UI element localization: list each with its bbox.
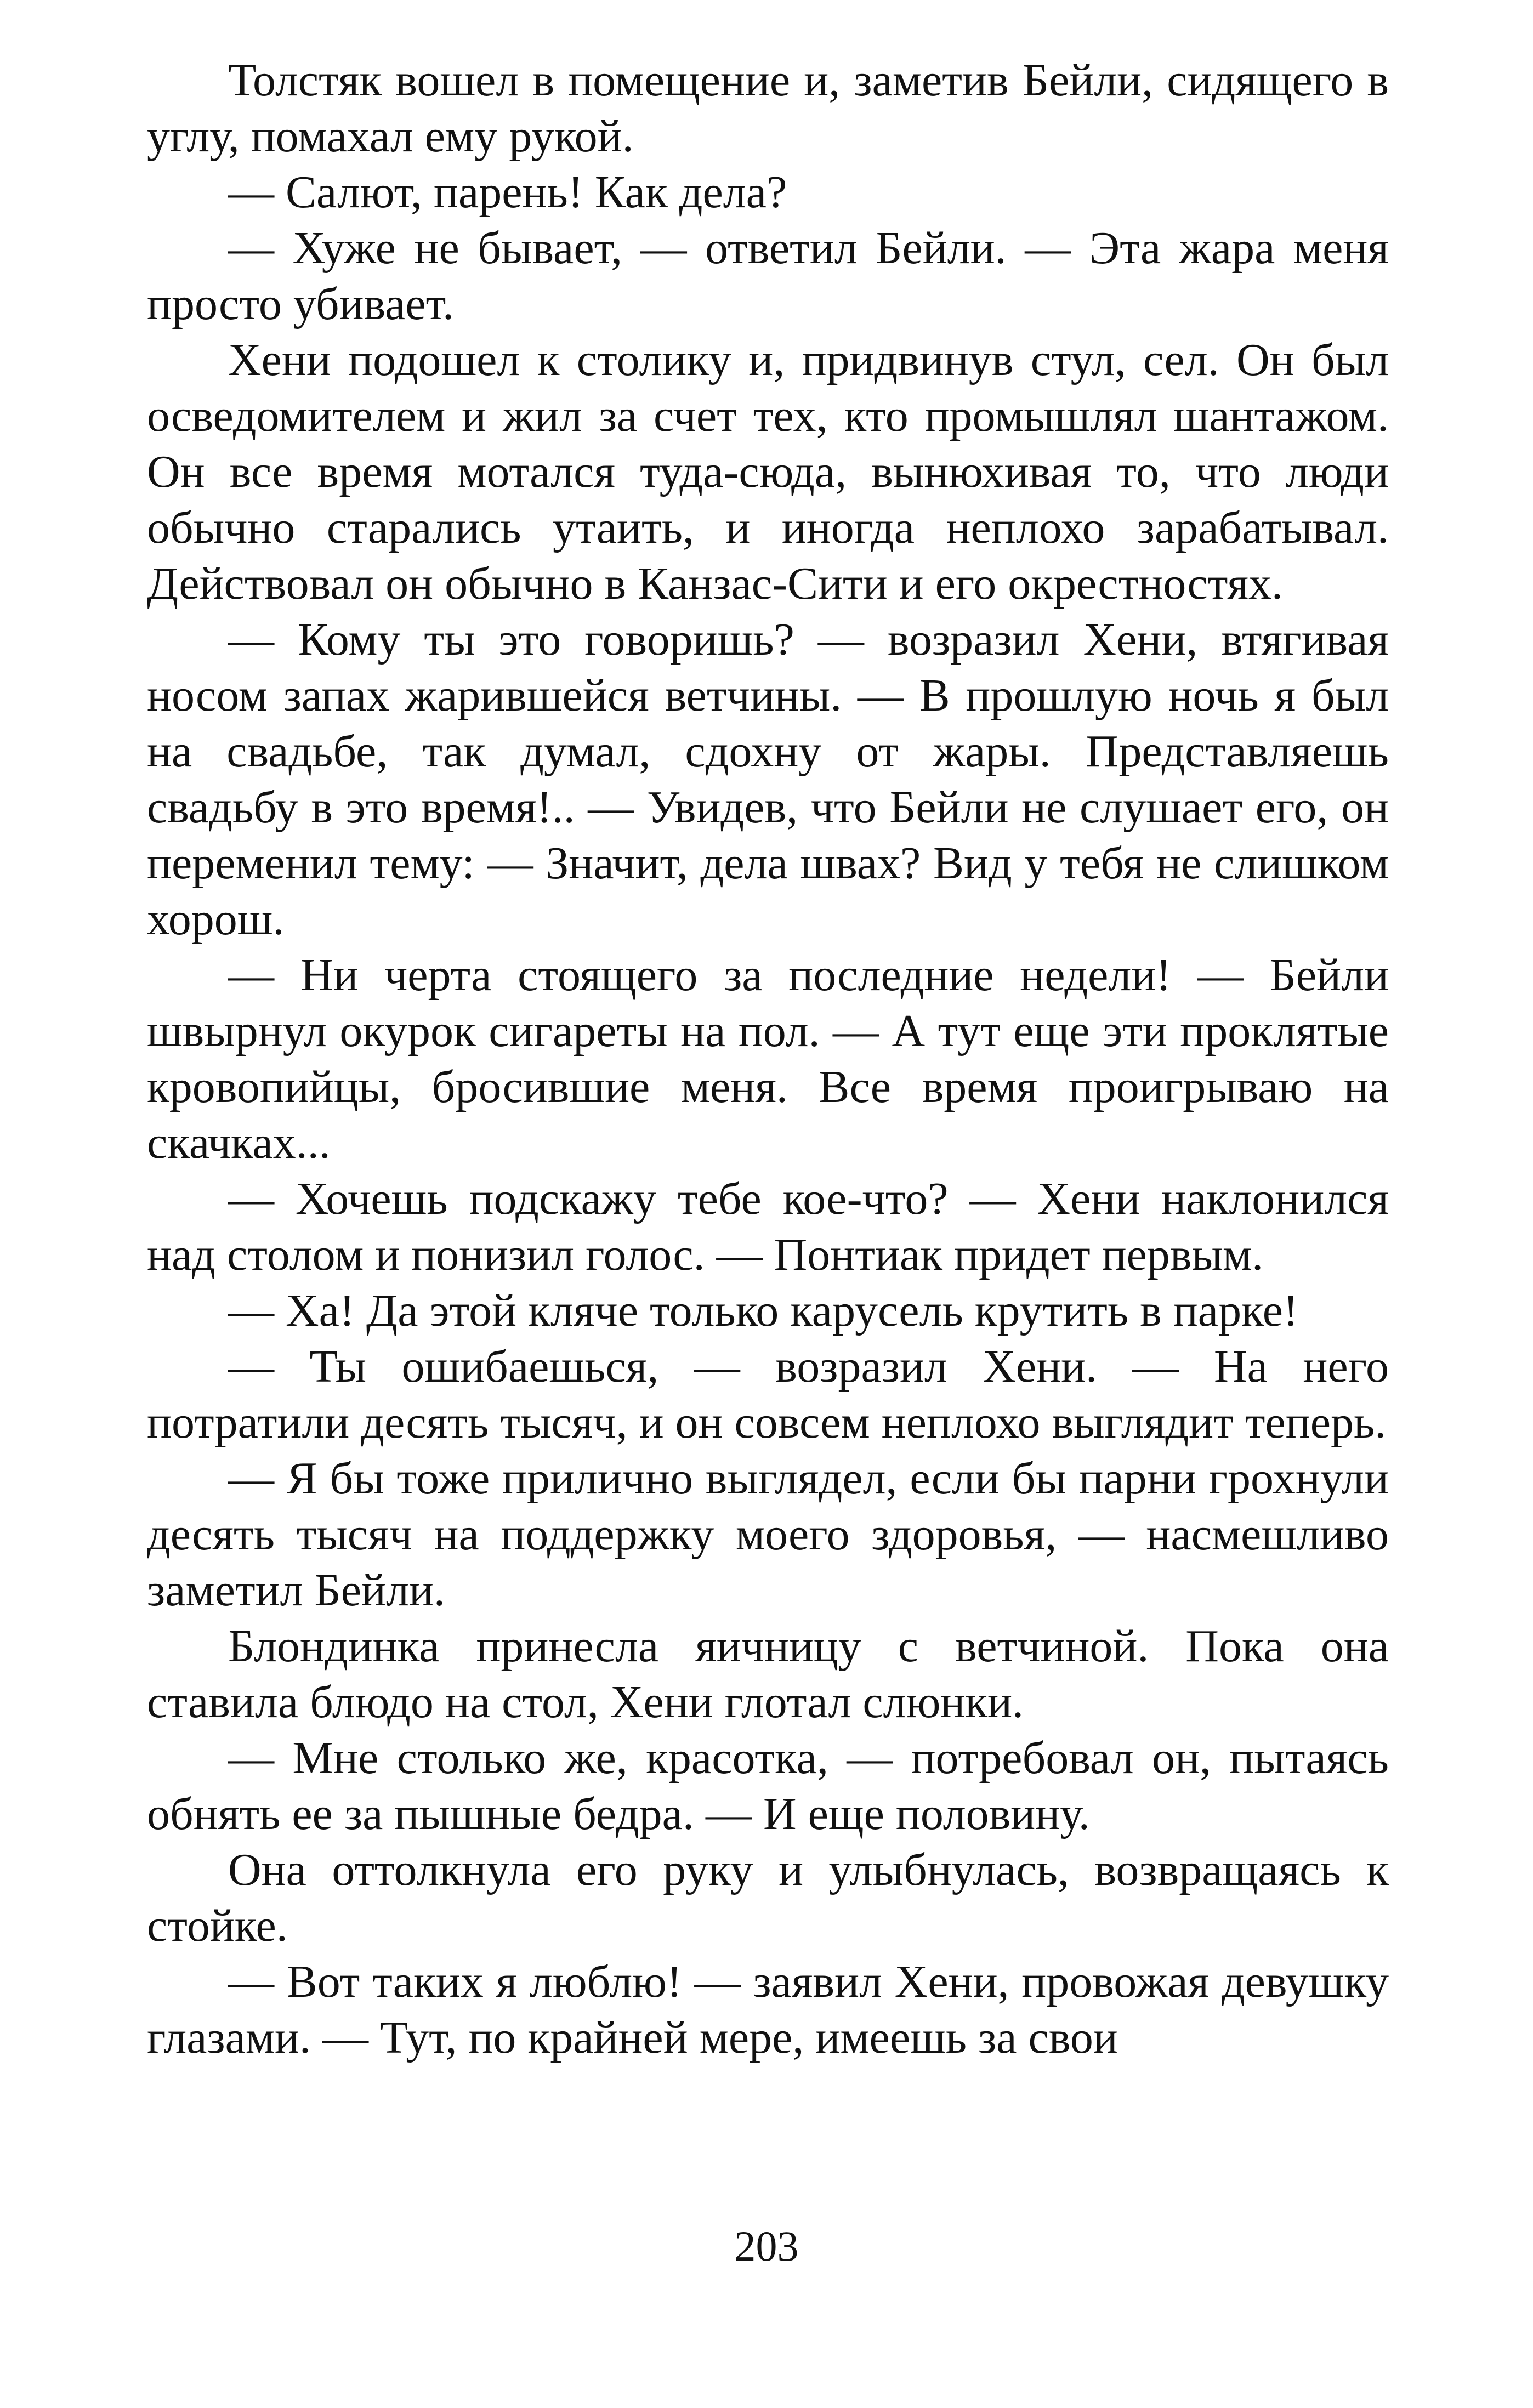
paragraph: — Мне столько же, красотка, — потребовал он, пытаясь обнять ее за пышные бедра. — И еще половину. [147,1733,1389,1839]
paragraph: — Вот таких я люблю! — заявил Хени, провожая девушку глазами. — Тут, по крайней мере, имеешь за свои [147,1956,1389,2063]
paragraph: — Кому ты это говоришь? — возразил Хени, втягивая носом запах жарившейся ветчины. — В прошлую ночь я был на свадьбе, так думал, сдохну от жары. Представляешь свадьбу в это время!.. — Увидев, что Бейли не слушает его, он переменил тему: — Значит, дела швах? Вид у тебя не слишком хорош. [147,614,1389,945]
paragraph: Блондинка принесла яичницу с ветчиной. Пока она ставила блюдо на стол, Хени глотал слюнки. [147,1621,1389,1728]
paragraph: — Ха! Да этой кляче только карусель крутить в парке! [228,1285,1299,1336]
paragraph: Она оттолкнула его руку и улыбнулась, возвращаясь к стойке. [147,1844,1389,1951]
paragraph: — Салют, парень! Как дела? [228,167,787,218]
paragraph: — Хочешь подскажу тебе кое-что? — Хени наклонился над столом и понизил голос. — Понтиак придет первым. [147,1173,1389,1280]
body-text [147,53,1389,2066]
paragraph: Толстяк вошел в помещение и, заметив Бейли, сидящего в углу, помахал ему рукой. [147,55,1389,162]
paragraph: — Ни черта стоящего за последние недели! — Бейли швырнул окурок сигареты на пол. — А тут еще эти проклятые кровопийцы, бросившие меня. Все время проигрываю на скачках... [147,950,1389,1168]
paragraph: Хени подошел к столику и, придвинув стул, сел. Он был осведомителем и жил за счет тех, кто промышлял шантажом. Он все время мотался туда-сюда, вынюхивая то, что люди обычно старались утаить, и иногда неплохо зарабатывал. Действовал он обычно в Канзас-Сити и его окрестностях. [147,334,1389,609]
paragraph: — Ты ошибаешься, — возразил Хени. — На него потратили десять тысяч, и он совсем неплохо выглядит теперь. [147,1341,1389,1448]
paragraph: — Хуже не бывает, — ответил Бейли. — Эта жара меня просто убивает. [147,223,1389,330]
paragraph: — Я бы тоже прилично выглядел, если бы парни грохнули десять тысяч на поддержку моего здоровья, — насмешливо заметил Бейли. [147,1453,1389,1616]
page-number: 203 [734,2222,799,2270]
